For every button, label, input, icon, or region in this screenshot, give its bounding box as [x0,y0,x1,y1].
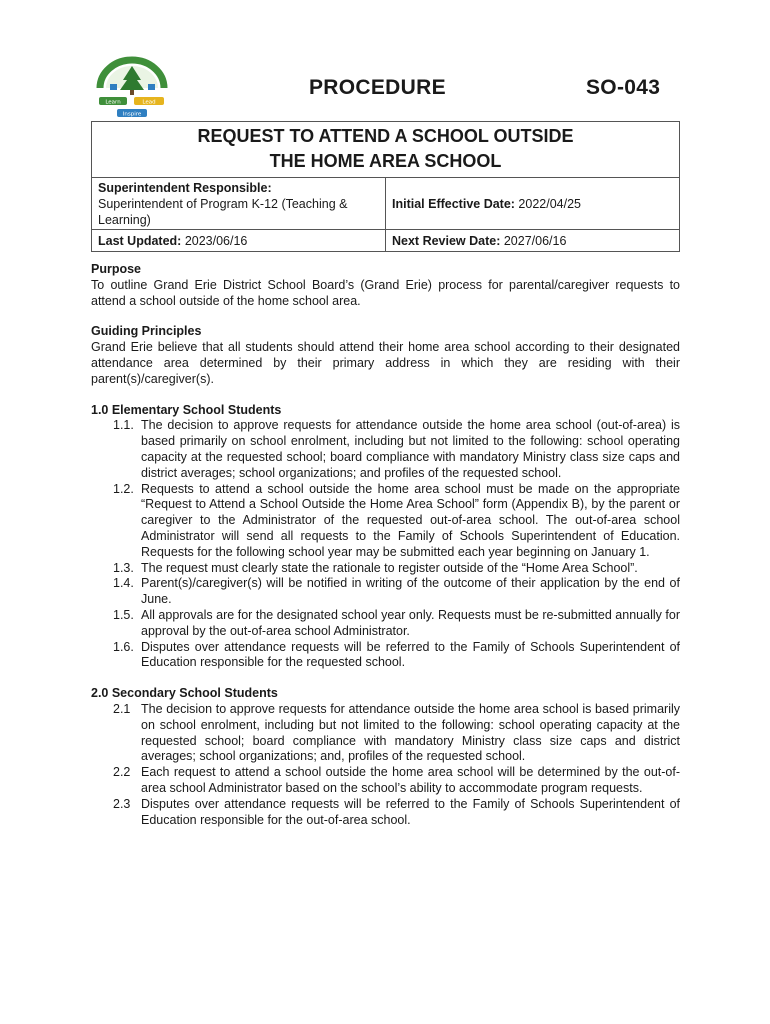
list-item: 1.2. Requests to attend a school outside the home area school must be made on the appropriate “Request to Attend a School Outside the Home Area School” form (Appendix B), by the parent or caregiver to the Administrator of the requested out-of-area school. The out-of-area school Administrator will send all requests to the Family of Schools Superintendent of Education. Requests for the following school year may be submitted each year beginning on January 1. [113,481,680,559]
procedure-body [91,262,680,843]
next-review-date-cell: Next Review Date: 2027/06/16 [386,230,680,252]
list-item: 1.4. Parent(s)/caregiver(s) will be notified in writing of the outcome of their application by the end of June. [113,576,680,607]
procedure-info-table [91,121,680,252]
list-item: 2.2 Each request to attend a school outside the home area school will be determined by the out-of-area school Administrator based on the school’s ability to accommodate program requests. [113,765,680,795]
elementary-section [91,403,680,672]
list-item: 1.3. The request must clearly state the rationale to register outside of the “Home Area School”. [113,560,638,575]
superintendent-responsible-cell: Superintendent Responsible: Superintendent of Program K-12 (Teaching & Learning) [92,178,386,230]
last-updated-cell: Last Updated: 2023/06/16 [92,230,386,252]
school-board-logo [96,54,168,120]
logo-tag-lead: Lead [142,99,156,106]
list-item: 2.3 Disputes over attendance requests will be referred to the Family of Schools Superintendent of Education responsible for the out-of-area school. [113,796,680,827]
elementary-heading: 1.0 Elementary School Students [91,402,282,417]
logo-tag-inspire: Inspire [122,111,142,118]
initial-effective-date-cell: Initial Effective Date: 2022/04/25 [386,178,680,230]
list-item: 1.5. All approvals are for the designated school year only. Requests must be re-submitted annually for approval by the out-of-area school Administrator. [113,607,680,638]
list-item: 2.1 The decision to approve requests for attendance outside the home area school is based primarily on school enrolment, including but not limited to the following: school operating capacity at the requested school; board compliance with mandatory Ministry class size caps and district averages; school organizations; and, profiles of the requested school. [113,701,680,764]
secondary-section [91,686,680,828]
purpose-section [91,262,680,309]
purpose-text: To outline Grand Erie District School Board’s (Grand Erie) process for parental/caregiver requests to attend a school outside of the home school area. [91,277,680,308]
list-item: 1.1. The decision to approve requests for attendance outside the home area school (out-of-area) is based primarily on school enrolment, including but not limited to the following: school operating capacity at the requested school; board compliance with mandatory Ministry class size caps and district averages; school organizations; and profiles of the requested school. [113,418,680,480]
purpose-heading: Purpose [91,262,142,276]
guiding-principles-section [91,324,680,387]
secondary-heading: 2.0 Secondary School Students [91,686,278,701]
guiding-principles-text: Grand Erie believe that all students should attend their home area school according to their designated attendance area determined by their primary address in which they are residing with their parent(s)/caregiver(s). [91,340,680,386]
list-item: 1.6. Disputes over attendance requests will be referred to the Family of Schools Superintendent of Education responsible for the requested school. [113,639,680,670]
guiding-principles-heading: Guiding Principles [91,324,202,339]
procedure-title: REQUEST TO ATTEND A SCHOOL OUTSIDE THE HOME AREA SCHOOL [92,122,680,178]
document-type-title: PROCEDURE [309,76,446,99]
logo-tag-learn: Learn [105,99,121,106]
document-code: SO-043 [586,76,661,99]
